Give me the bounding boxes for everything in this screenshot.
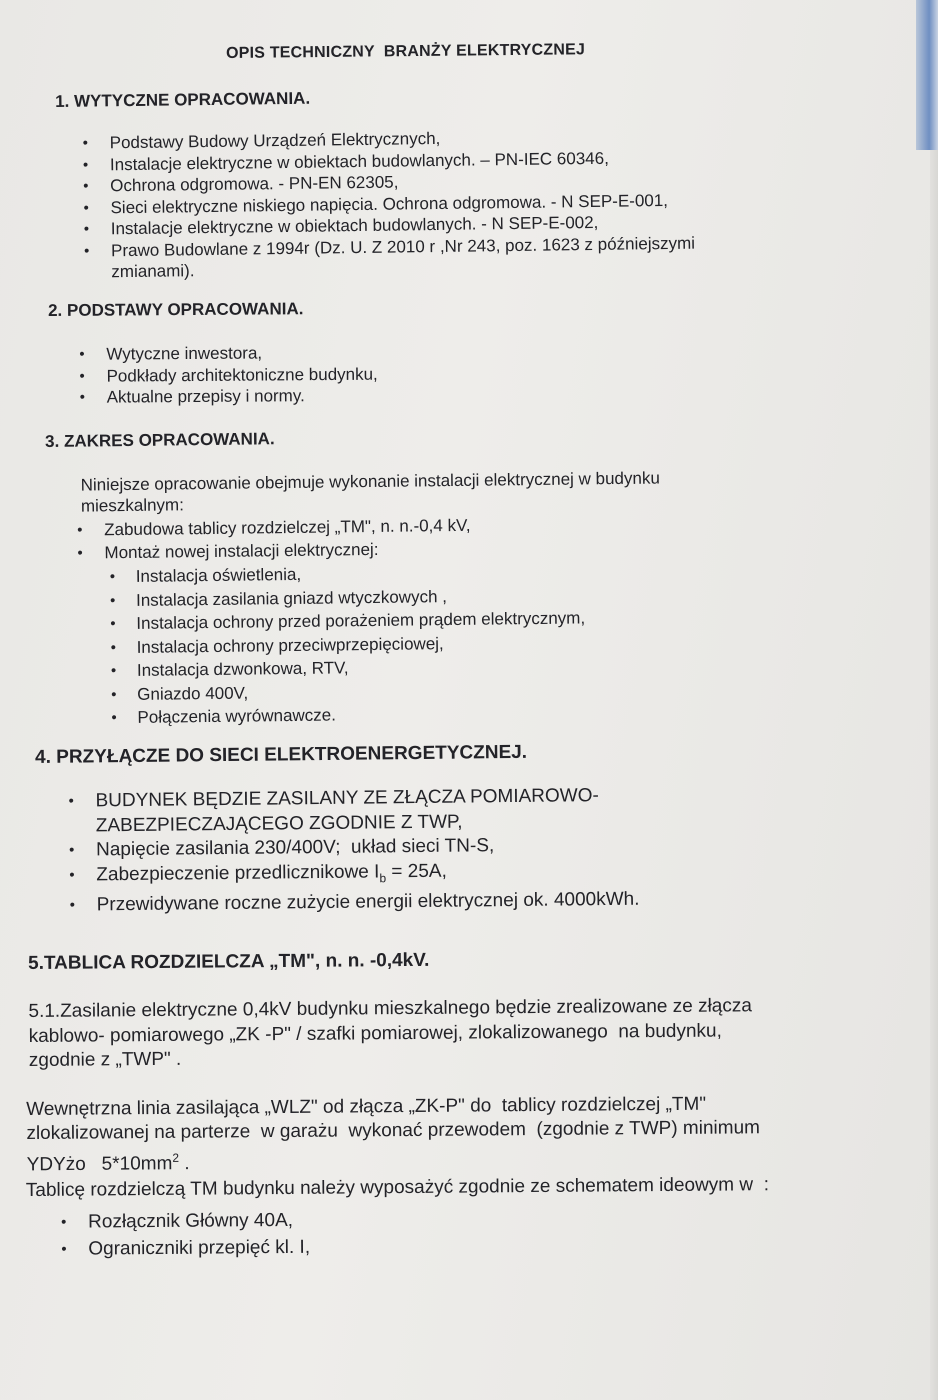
list-item: • Instalacja ochrony przeciwprzepięciowej,	[136, 629, 661, 659]
list-item: • Połączenia wyrównawcze.	[137, 699, 662, 729]
section-3	[45, 424, 663, 730]
section-1-heading: 1. WYTYCZNE OPRACOWANIA.	[55, 88, 311, 111]
section-5-paragraph-1: 5.1.Zasilanie elektryczne 0,4kV budynku mieszkalnego będzie zrealizowane ze złącza kablowo- pomiarowego „ZK -P" / szafki pomiarowej, zlokalizowanego na budynku, zgodnie z „TWP" .	[28, 995, 752, 1071]
bullet-icon: •	[110, 638, 117, 656]
bullet-icon: •	[61, 1240, 67, 1258]
section-5-paragraph-3: Tablicę rozdzielczą TM budynku należy wyposażyć zgodnie ze schematem ideowym w :	[25, 1174, 770, 1202]
bullet-icon: •	[82, 156, 89, 174]
bullet-icon: •	[110, 615, 116, 633]
bullet-icon: •	[109, 568, 116, 586]
list-item: • Podkłady architektoniczne budynku,	[79, 364, 378, 386]
list-item: • Wytyczne inwestora,	[79, 343, 263, 364]
list-item: • Instalacje elektryczne w obiektach budowlanych. - N SEP-E-002,	[83, 212, 599, 239]
bullet-icon: •	[68, 841, 75, 859]
section-3-heading: 3. ZAKRES OPRACOWANIA.	[45, 429, 275, 451]
bullet-icon: •	[82, 134, 89, 152]
section-5	[25, 947, 770, 1263]
section-1-list	[82, 125, 696, 283]
list-item: • Instalacja dzwonkowa, RTV,	[137, 652, 662, 682]
bullet-icon: •	[79, 345, 85, 363]
section-2-list	[79, 342, 378, 408]
list-item: • Ograniczniki przepięć kl. I,	[88, 1230, 769, 1262]
section-5-paragraph-2: Wewnętrzna linia zasilająca „WLZ" od złącza „ZK-P" do tablicy rozdzielczej „TM" zlokalizowanej na parterze w garażu wykonać przewodem (zgodnie z TWP) minimum YDYżo $5*10mm^2$ .	[26, 1093, 761, 1175]
list-item: • Montaż nowej instalacji elektrycznej:	[104, 534, 660, 564]
section-4-list	[68, 784, 640, 918]
list-item: • Napięcie zasilania 230/400V; układ sieci TN-S,	[96, 833, 639, 863]
list-item: • Przewidywane roczne zużycie energii elektrycznej ok. 4000kWh.	[97, 887, 640, 917]
bullet-icon: •	[77, 544, 83, 562]
list-item: • Sieci elektryczne niskiego napięcia. Ochrona odgromowa. - N SEP-E-001,	[83, 190, 669, 217]
bullet-icon: •	[109, 591, 116, 609]
section-4-heading: 4. PRZYŁĄCZE DO SIECI ELEKTROENERGETYCZNEJ.	[35, 741, 528, 768]
section-3-intro: Niniejsze opracowanie obejmuje wykonanie instalacji elektrycznej w budynku mieszkalnym:	[80, 468, 660, 516]
list-item: • Aktualne przepisy i normy.	[79, 386, 305, 407]
bullet-icon: •	[61, 1213, 67, 1231]
list-item: • Zabezpieczenie przedlicznikowe $I_b = 25A$,	[96, 857, 639, 893]
section-2-heading: 2. PODSTAWY OPRACOWANIA.	[48, 299, 304, 320]
section-5-heading: 5.TABLICA ROZDZIELCZA „TM", n. n. -0,4kV.	[28, 949, 430, 974]
bullet-icon: •	[83, 177, 89, 195]
list-item: • Prawo Budowlane z 1994r (Dz. U. Z 2010 r ,Nr 243, poz. 1623 z późniejszymi zmianami).	[83, 233, 696, 282]
bullet-icon: •	[83, 220, 90, 238]
binder-edge	[916, 0, 938, 150]
bullet-icon: •	[111, 709, 117, 727]
bullet-icon: •	[79, 388, 85, 406]
list-item: • Instalacje elektryczne w obiektach budowlanych. – PN-IEC 60346,	[82, 148, 609, 174]
list-item: • Ochrona odgromowa. - PN-EN 62305,	[83, 172, 399, 196]
list-item: • Rozłącznik Główny 40A,	[88, 1203, 769, 1235]
list-item: • Instalacja oświetlenia,	[136, 558, 661, 588]
bullet-icon: •	[77, 521, 83, 539]
section-2	[48, 299, 378, 409]
document-title: OPIS TECHNICZNY BRANŻY ELEKTRYCZNEJ	[226, 41, 586, 62]
list-item: • Gniazdo 400V,	[137, 676, 662, 706]
bullet-icon: •	[111, 685, 117, 703]
section-3-sublist	[109, 558, 663, 729]
bullet-icon: •	[79, 367, 85, 385]
section-5-list	[61, 1203, 769, 1262]
bullet-icon: •	[83, 242, 90, 260]
section-1	[55, 84, 695, 284]
bullet-icon: •	[110, 662, 117, 680]
section-3-list	[77, 511, 661, 564]
list-item: • Zabudowa tablicy rozdzielczej „TM", n. n.-0,4 kV,	[104, 511, 660, 541]
bullet-icon: •	[69, 896, 76, 914]
list-item: • Instalacja zasilania gniazd wtyczkowych ,	[136, 582, 661, 612]
bullet-icon: •	[68, 792, 74, 810]
list-item: • Instalacja ochrony przed porażeniem prądem elektrycznym,	[136, 605, 661, 635]
page-edge-shadow	[930, 150, 938, 1400]
section-4	[35, 741, 640, 919]
bullet-icon: •	[69, 866, 75, 884]
bullet-icon: •	[83, 199, 89, 217]
list-item: • BUDYNEK BĘDZIE ZASILANY ZE ZŁĄCZA POMIAROWO- ZABEZPIECZAJĄCEGO ZGODNIE Z TWP,	[68, 785, 599, 836]
list-item: • Podstawy Budowy Urządzeń Elektrycznych,	[82, 128, 441, 153]
